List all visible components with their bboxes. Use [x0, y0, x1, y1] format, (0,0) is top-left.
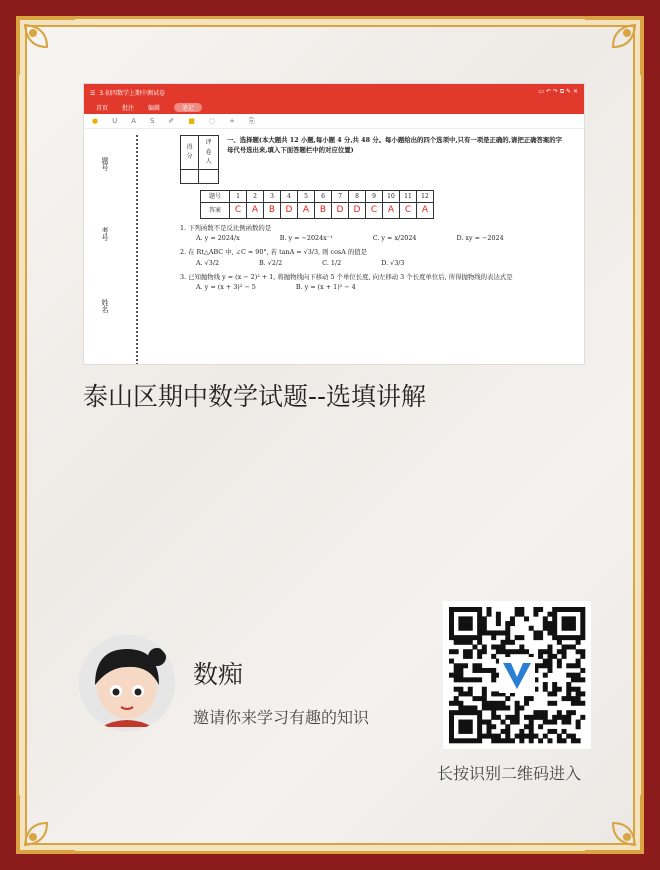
answer-cell: B — [315, 203, 332, 218]
page-title: 泰山区期中数学试题--选填讲解 — [83, 382, 427, 411]
text-icon[interactable]: A — [131, 117, 137, 125]
answer-row-label: 答案 — [201, 203, 230, 218]
toolbar — [84, 114, 584, 129]
ornament-corner-icon — [17, 17, 77, 77]
question-number-cell: 2 — [247, 191, 264, 203]
option: A. √3/2 — [196, 258, 220, 267]
answer-cell: C — [400, 203, 417, 218]
stamp-icon[interactable]: ⎘ — [248, 116, 255, 125]
qr-caption: 长按识别二维码进入 — [437, 764, 582, 783]
question-number-cell: 3 — [264, 191, 281, 203]
answer-cell: D — [349, 203, 366, 218]
question-stem: 3. 已知抛物线 y = (x − 2)² + 1, 将抛物线向下移动 5 个单位长度, 向左移动 3 个长度单位后, 所得抛物线的表达式是 — [180, 272, 513, 281]
qr-code[interactable] — [443, 601, 591, 749]
lasso-icon[interactable]: ◌ — [208, 117, 216, 125]
answer-cell: A — [383, 203, 400, 218]
question-number-cell: 9 — [366, 191, 383, 203]
exam-content — [180, 135, 564, 292]
answer-table — [200, 190, 434, 218]
app-titlebar — [84, 84, 584, 100]
author-name: 数痴 — [193, 660, 244, 689]
ornament-corner-icon — [583, 793, 643, 853]
ornament-corner-icon — [583, 17, 643, 77]
question-stem: 1. 下列函数不是反比例函数的是 — [180, 223, 272, 232]
option: B. y = (x + 1)² − 4 — [295, 283, 356, 292]
question-number-cell: 6 — [315, 191, 332, 203]
option: D. xy = −2024 — [456, 234, 504, 243]
answer-cell: D — [332, 203, 349, 218]
question-number-cell: 11 — [400, 191, 417, 203]
avatar-girl-icon — [79, 635, 175, 731]
qr-code-icon — [443, 601, 591, 749]
option: A. y = 2024/x — [196, 234, 240, 243]
poster-frame — [16, 16, 644, 854]
section-title: 一、选择题(本大题共 12 小题,每小题 4 分,共 48 分。每小题给出的四个选项中,只有一项是正确的,请把正确答案的字母代号选出来,填入下面答题栏中的对应位置) — [226, 136, 563, 155]
tab-annotate[interactable]: 批注 — [122, 104, 135, 112]
binding-line — [136, 135, 138, 365]
question-number-cell: 8 — [349, 191, 366, 203]
pen-icon[interactable]: ● — [92, 117, 99, 125]
answer-cell: A — [298, 203, 315, 218]
answer-cell: A — [247, 203, 264, 218]
question-number-cell: 1 — [230, 191, 247, 203]
menu-icon[interactable]: ☰ — [90, 89, 96, 97]
question-number-cell: 5 — [298, 191, 315, 203]
app-tabs — [84, 100, 584, 114]
window-title: 3.初四数学上期中测试卷 — [99, 89, 165, 97]
question-2 — [180, 247, 564, 268]
option: C. y = x/2024 — [372, 234, 417, 243]
avatar[interactable] — [79, 635, 175, 731]
question-stem: 2. 在 Rt△ABC 中, ∠C = 90°, 若 tanA = √3/3, 则 cosA 的值是 — [180, 248, 368, 257]
score-header: 得分 — [181, 136, 199, 170]
score-table — [180, 135, 219, 184]
color-icon[interactable]: ■ — [188, 117, 195, 125]
question-number-cell: 12 — [417, 191, 434, 203]
answer-cell: B — [264, 203, 281, 218]
highlighter-icon[interactable]: U — [112, 117, 118, 125]
add-icon[interactable]: + — [229, 117, 235, 125]
ornament-corner-icon — [17, 793, 77, 853]
question-number-cell: 7 — [332, 191, 349, 203]
question-number-cell: 10 — [383, 191, 400, 203]
option: D. √3/3 — [381, 258, 405, 267]
answer-cell: C — [366, 203, 383, 218]
eraser-icon[interactable]: ✐ — [168, 117, 175, 125]
side-label: 考号 — [101, 227, 109, 241]
tab-notes[interactable]: 笔记 — [174, 103, 202, 112]
side-label: 题号 — [101, 157, 109, 171]
option: C. 1/2 — [322, 258, 342, 267]
author-slogan: 邀请你来学习有趣的知识 — [193, 708, 370, 727]
exam-page — [84, 129, 584, 365]
question-1 — [180, 223, 564, 244]
question-number-cell: 4 — [281, 191, 298, 203]
answer-cell: D — [281, 203, 298, 218]
window-controls[interactable]: ▭ ↶ ↷ ⧉ ✎ ✕ — [538, 88, 578, 95]
exam-screenshot[interactable] — [83, 83, 585, 365]
option: B. y = −2024x⁻¹ — [279, 234, 333, 243]
grader-header: 评卷人 — [199, 136, 219, 170]
side-label: 姓名 — [101, 299, 109, 313]
option: A. y = (x + 3)² − 5 — [196, 283, 256, 292]
answer-cell: A — [417, 203, 434, 218]
tab-home[interactable]: 首页 — [96, 104, 109, 112]
tab-edit[interactable]: 编辑 — [148, 104, 161, 112]
answer-cell: C — [230, 203, 247, 218]
shape-icon[interactable]: S — [150, 117, 155, 125]
answer-row-label: 题号 — [201, 191, 230, 203]
question-3 — [180, 272, 564, 293]
option: B. √2/2 — [259, 258, 283, 267]
